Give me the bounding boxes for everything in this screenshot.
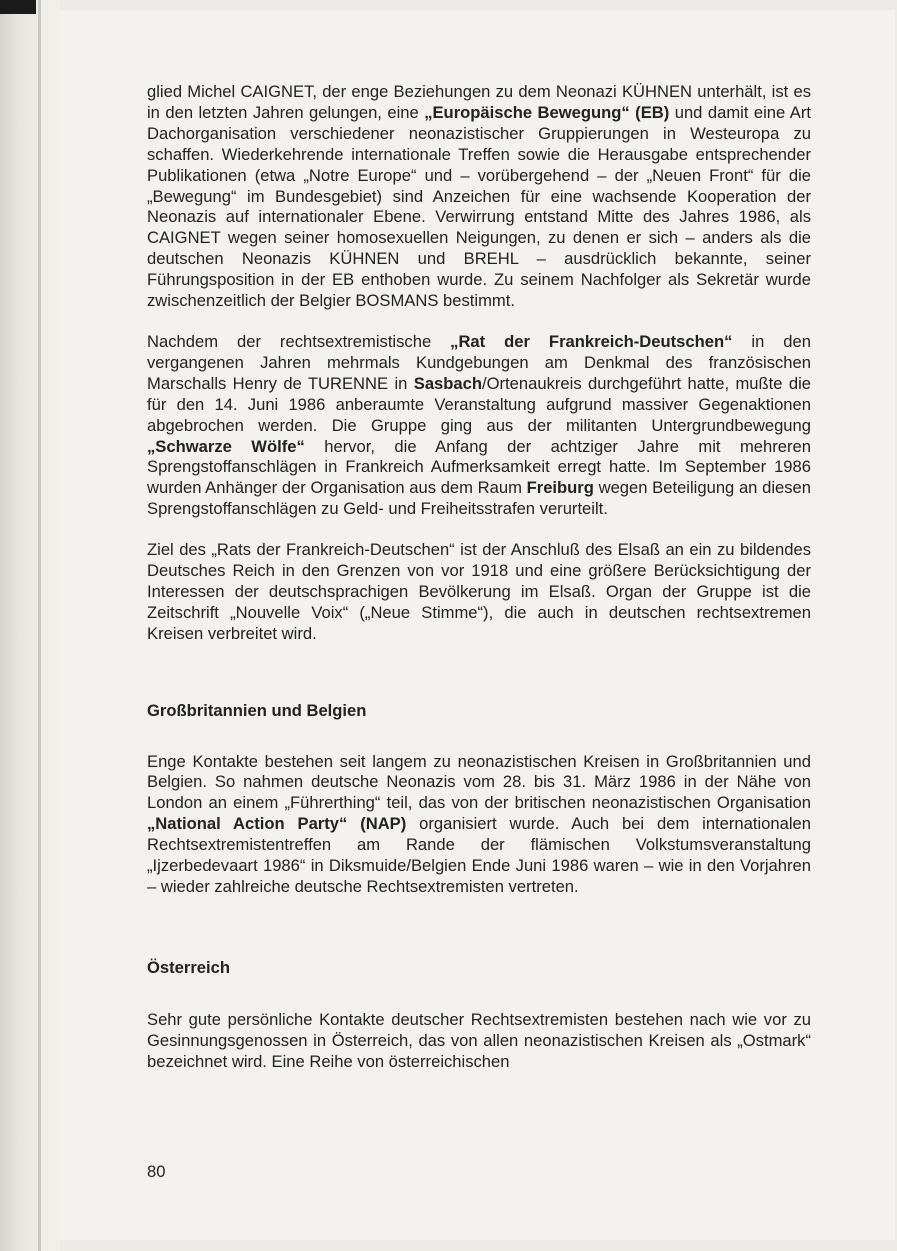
paragraph-rat-der-frankreich-deutschen (147, 332, 811, 520)
emphasized-term: „Rat der Frankreich-Deutschen“ (450, 331, 733, 351)
emphasized-term: „Europäische Bewegung“ (EB) (424, 102, 670, 122)
heading-oesterreich: Österreich (147, 957, 231, 977)
text-run: Sehr gute persönliche Kontakte deutscher Rechtsextremisten bestehen nach wie vor zu Gesinnungsgenossen in Österreich, das von allen neonazistischen Kreisen als „Ostmark“ bezeichnet wird. Eine Reihe von österreichischen (147, 1009, 811, 1071)
scan-mark (0, 0, 36, 14)
paragraph-caignet (147, 82, 811, 312)
paragraph-grossbritannien (147, 752, 811, 898)
text-run: /Ortenaukreis durchgeführt hatte, mußte die für den 14. Juni 1986 anberaumte Veranstaltung aufgrund massiver Gegenaktionen abgebrochen werden. Die Gruppe ging aus der militanten Untergrundbewegung (147, 373, 811, 435)
emphasized-term: Freiburg (526, 478, 594, 498)
text-run: und damit eine Art Dachorganisation verschiedener neonazistischer Gruppierungen in Westeuropa zu schaffen. Wiederkehrende internationale Treffen sowie die Herausgabe entsprechender Publikationen (etwa „Notre Europe“ und – vorübergehend – der „Neuen Front“ für die „Bewegung“ im Bundesgebiet) sind Anzeichen für eine wachsende Kooperation der Neonazis auf internationaler Ebene. Verwirrung entstand Mitte des Jahres 1986, als CAIGNET wegen seiner homosexuellen Neigungen, zu denen er sich – anders als die deutschen Neonazis KÜHNEN und BREHL – ausdrücklich bekannte, seiner Führungsposition in der EB enthoben wurde. Zu seinem Nachfolger als Sekretär wurde zwischenzeitlich der Belgier BOSMANS bestimmt. (147, 102, 811, 311)
binding-line (38, 0, 41, 1251)
document-body (147, 82, 811, 1073)
emphasized-term: „Schwarze Wölfe“ (147, 436, 305, 456)
text-run: hervor, die Anfang der achtziger Jahre mit mehreren Sprengstoffanschlägen in Frankreich Aufmerksamkeit erregt hatte. Im September 1986 wurden Anhänger der Organisation aus dem Raum (147, 436, 811, 498)
text-run: Ziel des „Rats der Frankreich-Deutschen“ ist der Anschluß des Elsaß an ein zu bildendes Deutsches Reich in den Grenzen von vor 1918 und eine größere Berücksichtigung der Interessen der deutschsprachigen Bevölkerung im Elsaß. Organ der Gruppe ist die Zeitschrift „Nouvelle Voix“ („Neue Stimme“), die auch in deutschen rechtsextremen Kreisen verbreitet wird. (147, 540, 811, 643)
text-run: Enge Kontakte bestehen seit langem zu neonazistischen Kreisen in Großbritannien und Belgien. So nahmen deutsche Neonazis vom 28. bis 31. März 1986 in der Nähe von London an einem „Führerthing“ teil, das von der britischen neonazistischen Organisation (147, 751, 811, 813)
text-run: in den vergangenen Jahren mehrmals Kundgebungen am Denkmal des französischen Marschalls Henry de TURENNE in (147, 331, 811, 393)
emphasized-term: „National Action Party“ (NAP) (147, 814, 407, 834)
paragraph-oesterreich (147, 1010, 811, 1073)
text-run: wegen Beteiligung an diesen Sprengstoffanschlägen zu Geld- und Freiheitsstrafen verurteilt. (147, 478, 811, 519)
scan-edge (0, 0, 60, 1251)
text-run: organisiert wurde. Auch bei dem internationalen Rechtsextremistentreffen am Rande der flämischen Volkstumsveranstaltung „Ijzerbedevaart 1986“ in Diksmuide/Belgien Ende Juni 1986 waren – wie in den Vorjahren – wieder zahlreiche deutsche Rechtsextremisten vertreten. (147, 814, 812, 896)
heading-grossbritannien-belgien: Großbritannien und Belgien (147, 700, 367, 720)
text-run: glied Michel CAIGNET, der enge Beziehungen zu dem Neonazi KÜHNEN unterhält, ist es in den letzten Jahren gelungen, eine (147, 82, 811, 122)
emphasized-term: Sasbach (413, 373, 483, 393)
paragraph-elsass (147, 540, 811, 645)
text-run: Nachdem der rechtsextremistische (147, 331, 451, 351)
page-number: 80 (147, 1162, 166, 1181)
